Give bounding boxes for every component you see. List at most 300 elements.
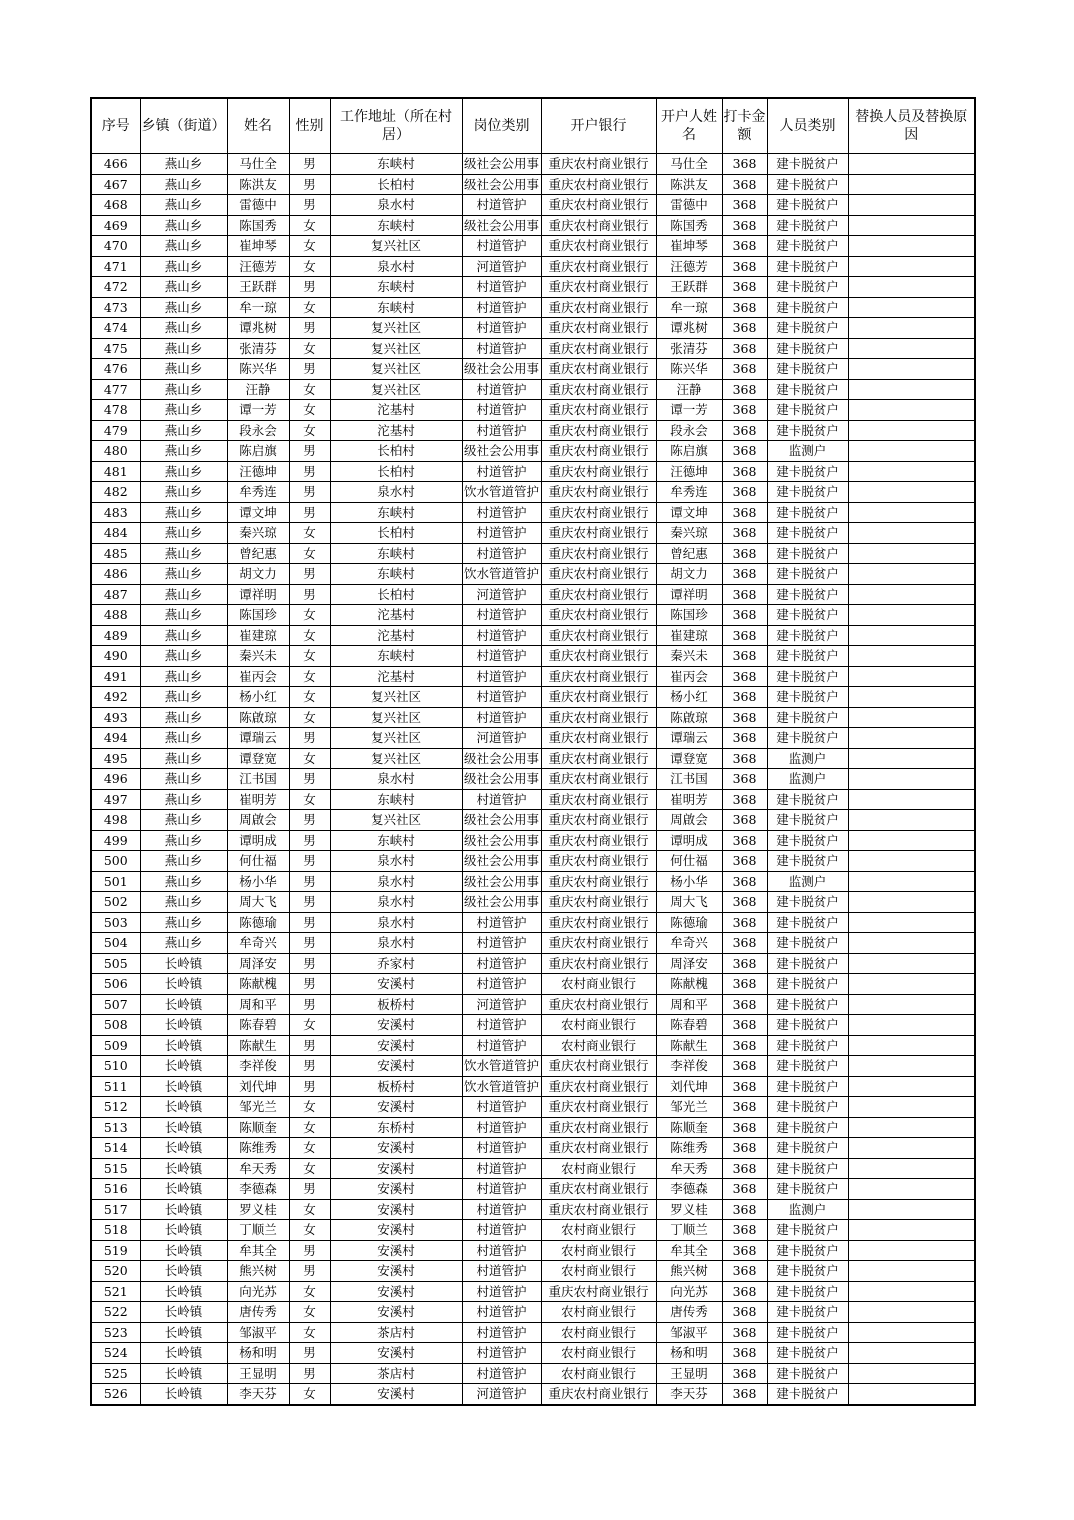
replacement-reason-cell [848, 892, 975, 913]
township-cell: 燕山乡 [140, 338, 227, 359]
post-category-cell: 村道管护 [462, 646, 541, 667]
amount-cell: 368 [722, 810, 767, 831]
account-holder-cell: 谭祥明 [656, 584, 722, 605]
table-row [91, 912, 975, 933]
bank-cell: 重庆农村商业银行 [541, 318, 656, 339]
amount-cell: 368 [722, 707, 767, 728]
bank-cell: 农村商业银行 [541, 1220, 656, 1241]
account-holder-cell: 邹光兰 [656, 1097, 722, 1118]
amount-cell: 368 [722, 1097, 767, 1118]
work-address-cell: 东峡村 [330, 564, 462, 585]
gender-cell: 女 [289, 523, 330, 544]
bank-cell: 农村商业银行 [541, 974, 656, 995]
post-category-cell: 河道管护 [462, 994, 541, 1015]
name-cell: 王跃群 [227, 277, 289, 298]
work-address-cell: 复兴社区 [330, 748, 462, 769]
name-cell: 陈启旗 [227, 441, 289, 462]
table-row [91, 769, 975, 790]
name-cell: 马仕全 [227, 154, 289, 175]
post-category-cell: 级社会公用事 [462, 810, 541, 831]
serial-no-cell: 488 [91, 605, 140, 626]
replacement-reason-cell [848, 810, 975, 831]
serial-no-cell: 525 [91, 1363, 140, 1384]
replacement-reason-cell [848, 625, 975, 646]
replacement-reason-cell [848, 707, 975, 728]
header-replacement-reason: 替换人员及替换原因 [848, 98, 975, 154]
work-address-cell: 沱基村 [330, 605, 462, 626]
account-holder-cell: 谭明成 [656, 830, 722, 851]
township-cell: 燕山乡 [140, 769, 227, 790]
replacement-reason-cell [848, 1199, 975, 1220]
township-cell: 燕山乡 [140, 461, 227, 482]
account-holder-cell: 汪德芳 [656, 256, 722, 277]
table-row [91, 318, 975, 339]
account-holder-cell: 陈顺奎 [656, 1117, 722, 1138]
replacement-reason-cell [848, 830, 975, 851]
bank-cell: 重庆农村商业银行 [541, 789, 656, 810]
header-row [91, 98, 975, 154]
township-cell: 燕山乡 [140, 810, 227, 831]
person-category-cell: 监测户 [767, 871, 848, 892]
account-holder-cell: 马仕全 [656, 154, 722, 175]
amount-cell: 368 [722, 1138, 767, 1159]
person-category-cell: 建卡脱贫户 [767, 605, 848, 626]
person-category-cell: 建卡脱贫户 [767, 912, 848, 933]
table-row [91, 1322, 975, 1343]
account-holder-cell: 谭瑞云 [656, 728, 722, 749]
township-cell: 燕山乡 [140, 625, 227, 646]
gender-cell: 女 [289, 1138, 330, 1159]
table-row [91, 871, 975, 892]
account-holder-cell: 杨和明 [656, 1343, 722, 1364]
bank-cell: 农村商业银行 [541, 1363, 656, 1384]
gender-cell: 男 [289, 1363, 330, 1384]
post-category-cell: 村道管护 [462, 236, 541, 257]
table-row [91, 666, 975, 687]
person-category-cell: 建卡脱贫户 [767, 359, 848, 380]
person-category-cell: 建卡脱贫户 [767, 338, 848, 359]
bank-cell: 重庆农村商业银行 [541, 584, 656, 605]
gender-cell: 女 [289, 1158, 330, 1179]
replacement-reason-cell [848, 584, 975, 605]
gender-cell: 女 [289, 256, 330, 277]
post-category-cell: 村道管护 [462, 605, 541, 626]
amount-cell: 368 [722, 1179, 767, 1200]
serial-no-cell: 476 [91, 359, 140, 380]
gender-cell: 女 [289, 1281, 330, 1302]
serial-no-cell: 497 [91, 789, 140, 810]
township-cell: 长岭镇 [140, 1384, 227, 1405]
township-cell: 燕山乡 [140, 420, 227, 441]
replacement-reason-cell [848, 1322, 975, 1343]
replacement-reason-cell [848, 441, 975, 462]
table-row [91, 994, 975, 1015]
replacement-reason-cell [848, 953, 975, 974]
name-cell: 段永会 [227, 420, 289, 441]
gender-cell: 女 [289, 379, 330, 400]
person-category-cell: 建卡脱贫户 [767, 277, 848, 298]
amount-cell: 368 [722, 1035, 767, 1056]
person-category-cell: 建卡脱贫户 [767, 666, 848, 687]
township-cell: 长岭镇 [140, 1199, 227, 1220]
township-cell: 燕山乡 [140, 297, 227, 318]
name-cell: 王显明 [227, 1363, 289, 1384]
name-cell: 周啟会 [227, 810, 289, 831]
bank-cell: 重庆农村商业银行 [541, 810, 656, 831]
table-row [91, 297, 975, 318]
header-amount: 打卡金额 [722, 98, 767, 154]
work-address-cell: 安溪村 [330, 1240, 462, 1261]
amount-cell: 368 [722, 523, 767, 544]
name-cell: 陈献生 [227, 1035, 289, 1056]
gender-cell: 男 [289, 359, 330, 380]
bank-cell: 农村商业银行 [541, 1302, 656, 1323]
name-cell: 向光苏 [227, 1281, 289, 1302]
township-cell: 长岭镇 [140, 1281, 227, 1302]
amount-cell: 368 [722, 1384, 767, 1405]
account-holder-cell: 崔丙会 [656, 666, 722, 687]
township-cell: 长岭镇 [140, 1322, 227, 1343]
name-cell: 崔丙会 [227, 666, 289, 687]
bank-cell: 重庆农村商业银行 [541, 1281, 656, 1302]
township-cell: 燕山乡 [140, 584, 227, 605]
replacement-reason-cell [848, 728, 975, 749]
table-row [91, 256, 975, 277]
person-category-cell: 建卡脱贫户 [767, 523, 848, 544]
replacement-reason-cell [848, 1384, 975, 1405]
bank-cell: 农村商业银行 [541, 1261, 656, 1282]
serial-no-cell: 526 [91, 1384, 140, 1405]
amount-cell: 368 [722, 666, 767, 687]
work-address-cell: 安溪村 [330, 1138, 462, 1159]
name-cell: 胡文力 [227, 564, 289, 585]
payment-roster-table [90, 97, 976, 1406]
serial-no-cell: 471 [91, 256, 140, 277]
person-category-cell: 建卡脱贫户 [767, 1281, 848, 1302]
post-category-cell: 村道管护 [462, 502, 541, 523]
account-holder-cell: 段永会 [656, 420, 722, 441]
person-category-cell: 建卡脱贫户 [767, 1240, 848, 1261]
account-holder-cell: 李祥俊 [656, 1056, 722, 1077]
account-holder-cell: 周啟会 [656, 810, 722, 831]
name-cell: 崔明芳 [227, 789, 289, 810]
name-cell: 陈洪友 [227, 174, 289, 195]
person-category-cell: 监测户 [767, 1199, 848, 1220]
table-row [91, 400, 975, 421]
account-holder-cell: 崔建琼 [656, 625, 722, 646]
amount-cell: 368 [722, 277, 767, 298]
bank-cell: 农村商业银行 [541, 1240, 656, 1261]
post-category-cell: 级社会公用事 [462, 359, 541, 380]
replacement-reason-cell [848, 1281, 975, 1302]
table-row [91, 707, 975, 728]
gender-cell: 女 [289, 687, 330, 708]
gender-cell: 女 [289, 1015, 330, 1036]
gender-cell: 男 [289, 1035, 330, 1056]
amount-cell: 368 [722, 1261, 767, 1282]
work-address-cell: 东峡村 [330, 297, 462, 318]
amount-cell: 368 [722, 789, 767, 810]
header-gender: 性别 [289, 98, 330, 154]
gender-cell: 女 [289, 1199, 330, 1220]
account-holder-cell: 陈国秀 [656, 215, 722, 236]
table-row [91, 1179, 975, 1200]
amount-cell: 368 [722, 769, 767, 790]
work-address-cell: 安溪村 [330, 1281, 462, 1302]
work-address-cell: 沱基村 [330, 625, 462, 646]
table-row [91, 687, 975, 708]
post-category-cell: 饮水管道管护 [462, 482, 541, 503]
account-holder-cell: 唐传秀 [656, 1302, 722, 1323]
replacement-reason-cell [848, 1056, 975, 1077]
header-township: 乡镇（街道） [140, 98, 227, 154]
serial-no-cell: 507 [91, 994, 140, 1015]
table-row [91, 461, 975, 482]
replacement-reason-cell [848, 646, 975, 667]
gender-cell: 女 [289, 1302, 330, 1323]
work-address-cell: 长柏村 [330, 174, 462, 195]
header-work-address: 工作地址（所在村居） [330, 98, 462, 154]
name-cell: 周和平 [227, 994, 289, 1015]
township-cell: 燕山乡 [140, 154, 227, 175]
replacement-reason-cell [848, 912, 975, 933]
township-cell: 燕山乡 [140, 236, 227, 257]
bank-cell: 重庆农村商业银行 [541, 502, 656, 523]
account-holder-cell: 张清芬 [656, 338, 722, 359]
post-category-cell: 村道管护 [462, 1035, 541, 1056]
person-category-cell: 建卡脱贫户 [767, 1343, 848, 1364]
bank-cell: 重庆农村商业银行 [541, 687, 656, 708]
account-holder-cell: 崔明芳 [656, 789, 722, 810]
header-name: 姓名 [227, 98, 289, 154]
post-category-cell: 村道管护 [462, 1158, 541, 1179]
table-header [91, 98, 975, 154]
township-cell: 燕山乡 [140, 748, 227, 769]
bank-cell: 重庆农村商业银行 [541, 482, 656, 503]
post-category-cell: 级社会公用事 [462, 174, 541, 195]
account-holder-cell: 周泽安 [656, 953, 722, 974]
amount-cell: 368 [722, 400, 767, 421]
post-category-cell: 河道管护 [462, 728, 541, 749]
name-cell: 杨小红 [227, 687, 289, 708]
township-cell: 燕山乡 [140, 400, 227, 421]
gender-cell: 女 [289, 236, 330, 257]
township-cell: 燕山乡 [140, 830, 227, 851]
bank-cell: 重庆农村商业银行 [541, 646, 656, 667]
person-category-cell: 建卡脱贫户 [767, 892, 848, 913]
gender-cell: 男 [289, 318, 330, 339]
table-row [91, 605, 975, 626]
bank-cell: 农村商业银行 [541, 1322, 656, 1343]
person-category-cell: 建卡脱贫户 [767, 564, 848, 585]
work-address-cell: 安溪村 [330, 1056, 462, 1077]
replacement-reason-cell [848, 1220, 975, 1241]
gender-cell: 男 [289, 441, 330, 462]
account-holder-cell: 秦兴未 [656, 646, 722, 667]
account-holder-cell: 刘代坤 [656, 1076, 722, 1097]
bank-cell: 重庆农村商业银行 [541, 400, 656, 421]
name-cell: 陈兴华 [227, 359, 289, 380]
post-category-cell: 村道管护 [462, 1138, 541, 1159]
serial-no-cell: 498 [91, 810, 140, 831]
account-holder-cell: 牟其全 [656, 1240, 722, 1261]
table-row [91, 174, 975, 195]
bank-cell: 重庆农村商业银行 [541, 297, 656, 318]
replacement-reason-cell [848, 236, 975, 257]
serial-no-cell: 466 [91, 154, 140, 175]
person-category-cell: 建卡脱贫户 [767, 461, 848, 482]
bank-cell: 重庆农村商业银行 [541, 523, 656, 544]
serial-no-cell: 493 [91, 707, 140, 728]
account-holder-cell: 李德森 [656, 1179, 722, 1200]
amount-cell: 368 [722, 1363, 767, 1384]
replacement-reason-cell [848, 851, 975, 872]
bank-cell: 重庆农村商业银行 [541, 359, 656, 380]
name-cell: 陈啟琼 [227, 707, 289, 728]
replacement-reason-cell [848, 1363, 975, 1384]
bank-cell: 重庆农村商业银行 [541, 174, 656, 195]
serial-no-cell: 487 [91, 584, 140, 605]
bank-cell: 重庆农村商业银行 [541, 1056, 656, 1077]
table-row [91, 789, 975, 810]
person-category-cell: 监测户 [767, 748, 848, 769]
person-category-cell: 建卡脱贫户 [767, 1138, 848, 1159]
name-cell: 牟一琼 [227, 297, 289, 318]
name-cell: 谭一芳 [227, 400, 289, 421]
bank-cell: 重庆农村商业银行 [541, 851, 656, 872]
gender-cell: 女 [289, 625, 330, 646]
replacement-reason-cell [848, 789, 975, 810]
name-cell: 杨小华 [227, 871, 289, 892]
person-category-cell: 建卡脱贫户 [767, 1220, 848, 1241]
post-category-cell: 村道管护 [462, 420, 541, 441]
post-category-cell: 村道管护 [462, 1199, 541, 1220]
account-holder-cell: 雷德中 [656, 195, 722, 216]
person-category-cell: 建卡脱贫户 [767, 1179, 848, 1200]
name-cell: 周泽安 [227, 953, 289, 974]
amount-cell: 368 [722, 1343, 767, 1364]
table-row [91, 1097, 975, 1118]
account-holder-cell: 王显明 [656, 1363, 722, 1384]
replacement-reason-cell [848, 1117, 975, 1138]
post-category-cell: 村道管护 [462, 912, 541, 933]
person-category-cell: 建卡脱贫户 [767, 195, 848, 216]
person-category-cell: 监测户 [767, 441, 848, 462]
amount-cell: 368 [722, 974, 767, 995]
township-cell: 长岭镇 [140, 1343, 227, 1364]
name-cell: 李德森 [227, 1179, 289, 1200]
post-category-cell: 村道管护 [462, 1240, 541, 1261]
name-cell: 谭兆树 [227, 318, 289, 339]
table-row [91, 154, 975, 175]
person-category-cell: 建卡脱贫户 [767, 1097, 848, 1118]
amount-cell: 368 [722, 912, 767, 933]
bank-cell: 重庆农村商业银行 [541, 338, 656, 359]
amount-cell: 368 [722, 359, 767, 380]
account-holder-cell: 牟一琼 [656, 297, 722, 318]
work-address-cell: 长柏村 [330, 523, 462, 544]
post-category-cell: 村道管护 [462, 1117, 541, 1138]
work-address-cell: 安溪村 [330, 1158, 462, 1179]
post-category-cell: 村道管护 [462, 543, 541, 564]
table-row [91, 1220, 975, 1241]
serial-no-cell: 495 [91, 748, 140, 769]
township-cell: 燕山乡 [140, 482, 227, 503]
account-holder-cell: 周大飞 [656, 892, 722, 913]
replacement-reason-cell [848, 769, 975, 790]
person-category-cell: 建卡脱贫户 [767, 297, 848, 318]
serial-no-cell: 480 [91, 441, 140, 462]
name-cell: 唐传秀 [227, 1302, 289, 1323]
township-cell: 长岭镇 [140, 1302, 227, 1323]
serial-no-cell: 474 [91, 318, 140, 339]
table-row [91, 420, 975, 441]
name-cell: 陈顺奎 [227, 1117, 289, 1138]
bank-cell: 重庆农村商业银行 [541, 1117, 656, 1138]
amount-cell: 368 [722, 195, 767, 216]
gender-cell: 男 [289, 1261, 330, 1282]
gender-cell: 男 [289, 1056, 330, 1077]
serial-no-cell: 516 [91, 1179, 140, 1200]
serial-no-cell: 494 [91, 728, 140, 749]
bank-cell: 重庆农村商业银行 [541, 236, 656, 257]
serial-no-cell: 467 [91, 174, 140, 195]
work-address-cell: 东峡村 [330, 646, 462, 667]
amount-cell: 368 [722, 584, 767, 605]
person-category-cell: 建卡脱贫户 [767, 1363, 848, 1384]
bank-cell: 重庆农村商业银行 [541, 912, 656, 933]
township-cell: 长岭镇 [140, 953, 227, 974]
account-holder-cell: 熊兴树 [656, 1261, 722, 1282]
post-category-cell: 村道管护 [462, 789, 541, 810]
township-cell: 燕山乡 [140, 277, 227, 298]
replacement-reason-cell [848, 1035, 975, 1056]
gender-cell: 男 [289, 871, 330, 892]
account-holder-cell: 汪静 [656, 379, 722, 400]
serial-no-cell: 485 [91, 543, 140, 564]
table-row [91, 1035, 975, 1056]
bank-cell: 重庆农村商业银行 [541, 871, 656, 892]
bank-cell: 重庆农村商业银行 [541, 728, 656, 749]
bank-cell: 重庆农村商业银行 [541, 420, 656, 441]
work-address-cell: 安溪村 [330, 1015, 462, 1036]
name-cell: 牟天秀 [227, 1158, 289, 1179]
gender-cell: 男 [289, 830, 330, 851]
account-holder-cell: 杨小红 [656, 687, 722, 708]
bank-cell: 重庆农村商业银行 [541, 1076, 656, 1097]
person-category-cell: 建卡脱贫户 [767, 974, 848, 995]
gender-cell: 男 [289, 154, 330, 175]
amount-cell: 368 [722, 646, 767, 667]
name-cell: 刘代坤 [227, 1076, 289, 1097]
amount-cell: 368 [722, 994, 767, 1015]
gender-cell: 男 [289, 482, 330, 503]
post-category-cell: 级社会公用事 [462, 215, 541, 236]
gender-cell: 男 [289, 953, 330, 974]
person-category-cell: 建卡脱贫户 [767, 851, 848, 872]
township-cell: 长岭镇 [140, 1138, 227, 1159]
bank-cell: 重庆农村商业银行 [541, 256, 656, 277]
work-address-cell: 东峡村 [330, 277, 462, 298]
bank-cell: 农村商业银行 [541, 1015, 656, 1036]
serial-no-cell: 489 [91, 625, 140, 646]
bank-cell: 重庆农村商业银行 [541, 953, 656, 974]
post-category-cell: 村道管护 [462, 1179, 541, 1200]
serial-no-cell: 520 [91, 1261, 140, 1282]
post-category-cell: 村道管护 [462, 1097, 541, 1118]
work-address-cell: 安溪村 [330, 1261, 462, 1282]
replacement-reason-cell [848, 359, 975, 380]
